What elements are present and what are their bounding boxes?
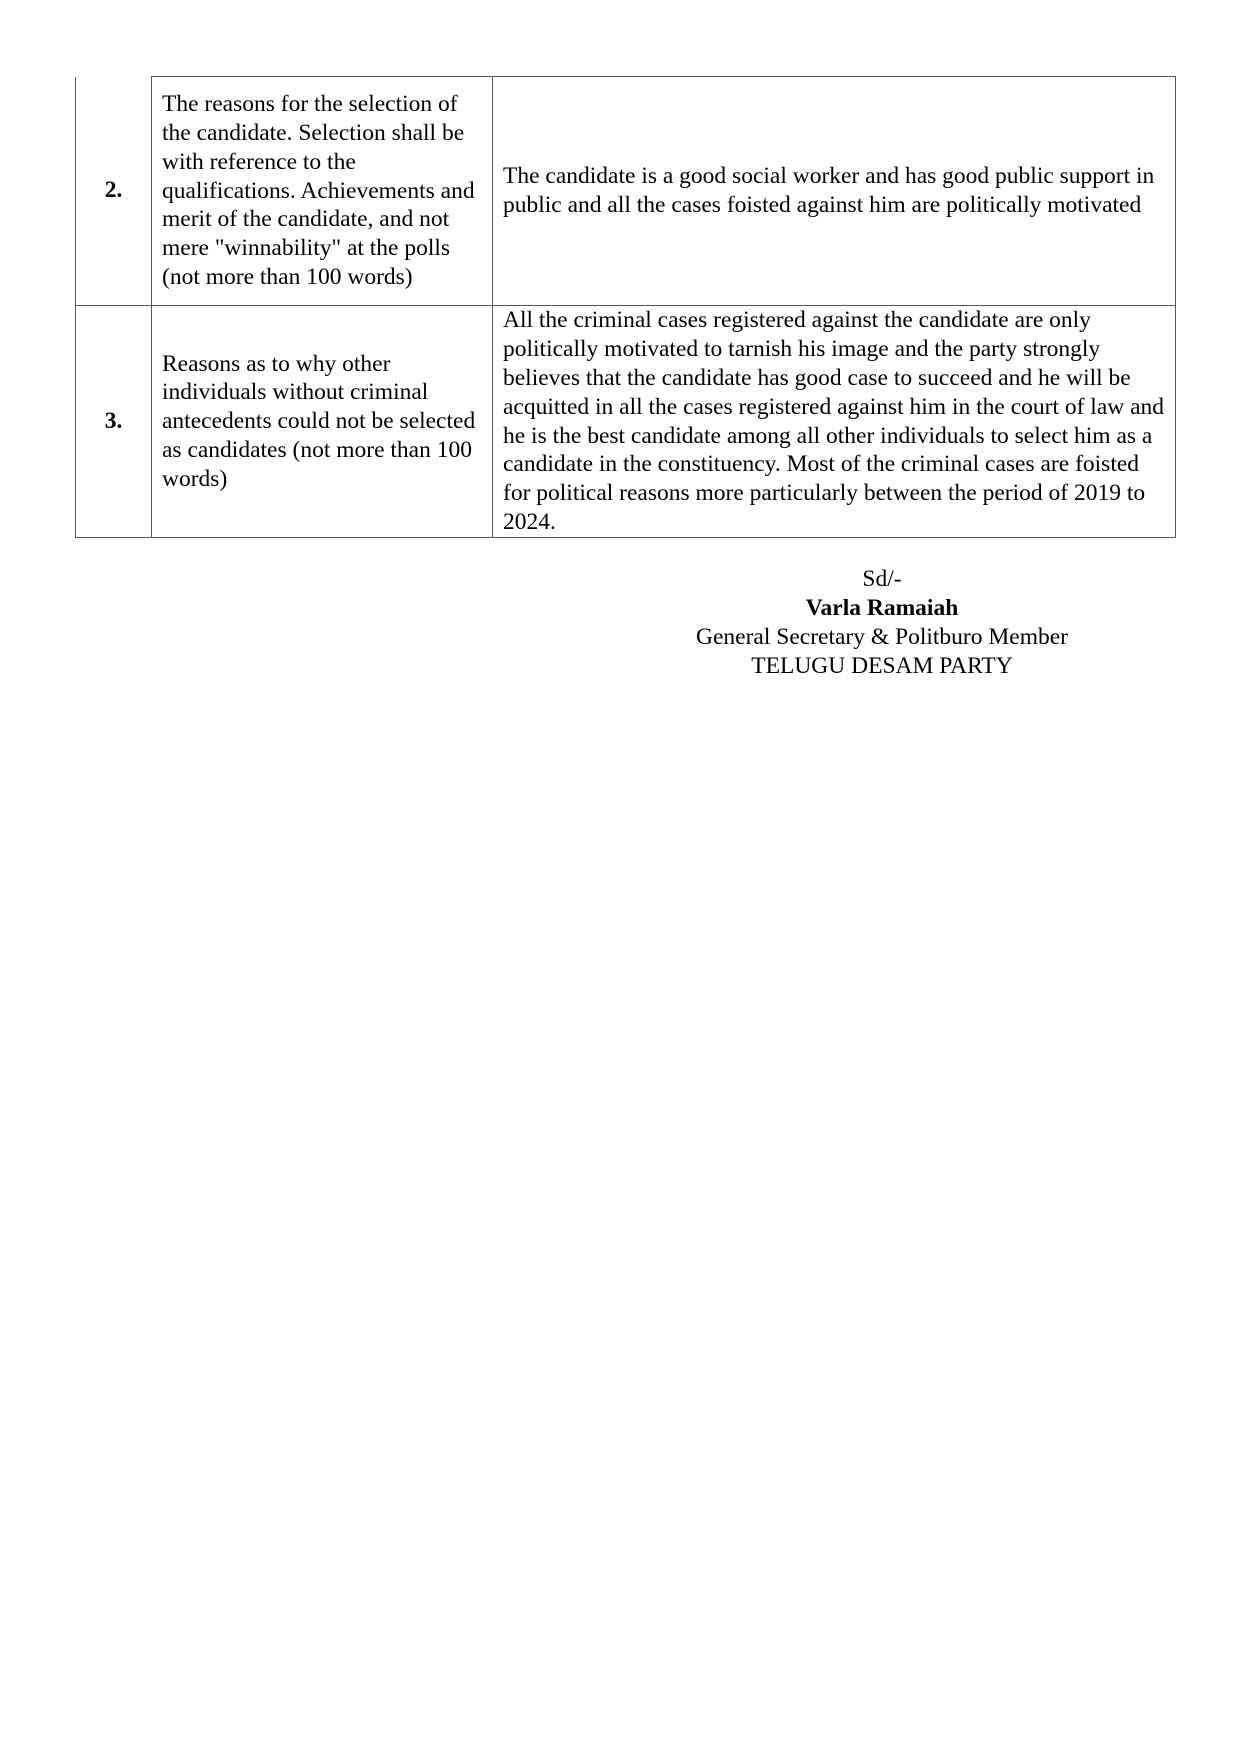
party-name: TELUGU DESAM PARTY bbox=[751, 653, 1013, 679]
signature-sd: Sd/- bbox=[862, 566, 902, 592]
signatory-name: Varla Ramaiah bbox=[805, 595, 959, 621]
criminal-antecedents-table bbox=[75, 76, 1176, 538]
signatory-designation: General Secretary & Politburo Member bbox=[696, 624, 1068, 650]
table-row bbox=[76, 77, 1176, 306]
answer-cell: All the criminal cases registered against the candidate are only politically motivated to tarnish his image and the party strongly believes that the candidate has good case to succeed and he will be acquitted in all the cases registered against him in the court of law and he is the best candidate among all other individuals to select him as a candidate in the constituency. Most of the criminal cases are foisted for political reasons more particularly between the period of 2019 to 2024. bbox=[493, 306, 1176, 538]
row-number: 3. bbox=[76, 306, 152, 538]
question-cell: Reasons as to why other individuals without criminal antecedents could not be selected as candidates (not more than 100 words) bbox=[152, 306, 493, 538]
question-cell: The reasons for the selection of the candidate. Selection shall be with reference to the qualifications. Achievements and merit of the candidate, and not mere "winnability" at the polls (not more than 100 words) bbox=[152, 77, 493, 306]
row-number: 2. bbox=[76, 77, 152, 306]
table-row bbox=[76, 306, 1176, 538]
signature-block bbox=[640, 565, 1124, 681]
answer-cell: The candidate is a good social worker and has good public support in public and all the cases foisted against him are politically motivated bbox=[493, 77, 1176, 306]
